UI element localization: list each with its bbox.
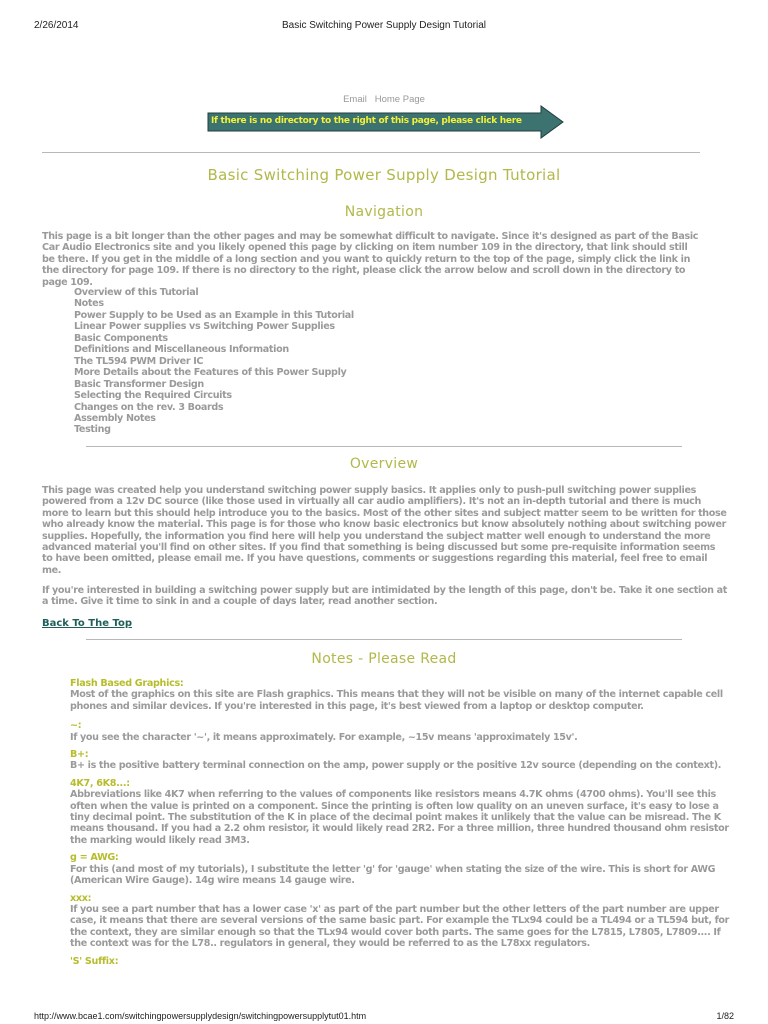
nav-link-assembly[interactable]: Assembly Notes [74, 412, 156, 424]
arrow-button-label: If there is no directory to the right of this page, please click here [211, 116, 522, 126]
nav-link-tl594[interactable]: The TL594 PWM Driver IC [74, 355, 204, 367]
home-page-link[interactable]: Home Page [374, 94, 425, 105]
nav-link-circuits[interactable]: Selecting the Required Circuits [74, 390, 232, 402]
notes-list [70, 672, 738, 967]
navigation-heading: Navigation [344, 204, 424, 220]
divider [86, 446, 682, 447]
navigation-list [74, 287, 354, 436]
note-title: Flash Based Graphics: [70, 678, 184, 689]
nav-link-basic-components[interactable]: Basic Components [74, 332, 168, 344]
overview-heading: Overview [349, 456, 419, 472]
nav-link-overview[interactable]: Overview of this Tutorial [74, 287, 199, 298]
note-body: Abbreviations like 4K7 when referring to the values of components like resistors means 4.7K ohms (4700 ohms). You'll see this often when the value is printed on a component. Since the printing is often low quality on an uneven surface, it's easy to lose a tiny decimal point. The substitution of the K in place of the decimal point makes it unlikely that the value can be misread. The K means thousand. If you had a 2.2 ohm resistor, it would likely read 2R2. For a three million, three hundred thousand ohm resistor the marking would likely read 3M3. [70, 789, 729, 846]
print-page-number: 1/82 [716, 1011, 734, 1021]
print-date: 2/26/2014 [34, 20, 79, 31]
divider [86, 639, 682, 640]
divider [42, 152, 700, 153]
note-item [70, 852, 738, 886]
note-title: g = AWG: [70, 852, 119, 864]
overview-paragraph-1: This page was created help you understand switching power supply basics. It applies only to push-pull switching power supplies powered from a 12v DC source (like those used in virtually all car audio amplifiers). It's not an in-depth tutorial and there is much more to learn but this should help introduce you to the basics. Most of the other sites and subject matter seem to be written for those who already know the material. This page is for those who know basic electronics but know absolutely nothing about switching power supplies. Hopefully, the information you find here will help you understand the subject matter well enough to understand the more advanced material you'll find on other sites. If you find that something is being discussed but some pre-requisite information seems to have been omitted, please email me. If you have questions, comments or suggestions regarding this material, feel free to email me. [42, 485, 727, 576]
note-item [70, 678, 738, 712]
email-link[interactable]: Email [343, 94, 367, 105]
directory-arrow-button[interactable] [207, 105, 565, 139]
note-item [70, 893, 738, 950]
note-title: 4K7, 6K8...: [70, 777, 130, 789]
note-item [70, 749, 738, 772]
note-title: 'S' Suffix: [70, 955, 119, 967]
note-body: If you see a part number that has a lower case 'x' as part of the part number but the other letters of the part number are upper case, it means that there are several versions of the same basic part. For example the TLx94 could be a TL494 or a TL594 but, for the context, they are similar enough so that the TLx94 would cover both parts. The same goes for the L7815, L7805, L7809.... If the context was for the L78.. regulators in general, they would be referred to as the L78xx regulators. [70, 903, 730, 950]
note-item [70, 778, 738, 846]
nav-link-definitions[interactable]: Definitions and Miscellaneous Information [74, 344, 289, 356]
navigation-intro: This page is a bit longer than the other pages and may be somewhat difficult to navigate. Since it's designed as part of the Basic Car Audio Electronics site and you likely opened this page by clicking on item number 109 in the directory, that link should still be there. If you get in the middle of a long section and you want to quickly return to the top of the page, simply click the link in the directory for page 109. If there is no directory to the right, please click the arrow below and scroll down in the directory to page 109. [42, 231, 699, 288]
back-to-top-link[interactable]: Back To The Top [42, 618, 132, 629]
nav-link-notes[interactable]: Notes [74, 298, 104, 310]
page-title: Basic Switching Power Supply Design Tutorial [207, 166, 561, 184]
note-item [70, 720, 738, 743]
note-item [70, 956, 738, 967]
print-url: http://www.bcae1.com/switchingpowersupplydesign/switchingpowersupplytut01.htm [34, 1011, 367, 1021]
nav-link-features[interactable]: More Details about the Features of this Power Supply [74, 367, 347, 379]
nav-link-linear-vs-switching[interactable]: Linear Power supplies vs Switching Power Supplies [74, 321, 335, 333]
note-body: B+ is the positive battery terminal connection on the amp, power supply or the positive 12v source (depending on the context). [70, 760, 722, 772]
nav-link-rev3[interactable]: Changes on the rev. 3 Boards [74, 401, 224, 413]
print-title: Basic Switching Power Supply Design Tutorial [282, 20, 486, 31]
note-body: For this (and most of my tutorials), I substitute the letter 'g' for 'gauge' when stating the size of the wire. This is short for AWG (American Wire Gauge). 14g wire means 14 gauge wire. [70, 863, 716, 887]
note-body: Most of the graphics on this site are Flash graphics. This means that they will not be visible on many of the internet capable cell phones and similar devices. If you're interested in this page, it's best viewed from a laptop or desktop computer. [70, 689, 723, 712]
overview-paragraph-2: If you're interested in building a switching power supply but are intimidated by the length of this page, don't be. Take it one section at a time. Give it time to sink in and a couple of days later, read another section. [42, 585, 727, 608]
note-title: xxx: [70, 892, 92, 904]
note-title: B+: [70, 749, 89, 761]
nav-link-example-supply[interactable]: Power Supply to be Used as an Example in this Tutorial [74, 309, 354, 321]
note-body: If you see the character '~', it means approximately. For example, ~15v means 'approximately 15v'. [70, 731, 578, 743]
nav-link-testing[interactable]: Testing [74, 424, 111, 436]
note-title: ~: [70, 720, 82, 732]
nav-link-transformer[interactable]: Basic Transformer Design [74, 378, 204, 390]
notes-heading: Notes - Please Read [311, 651, 457, 667]
